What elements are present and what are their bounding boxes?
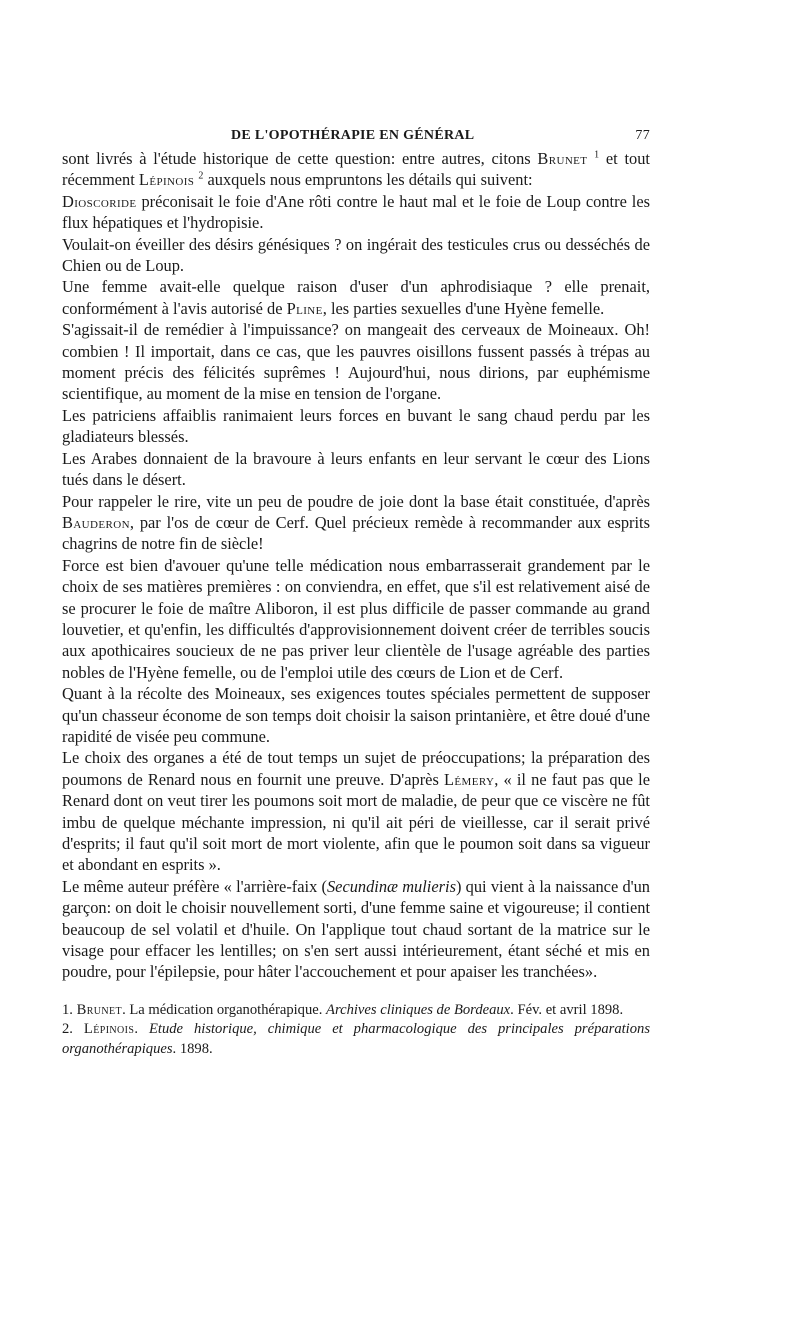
author-name: Brunet (76, 1001, 123, 1018)
text-run: Une femme avait-elle quelque raison d'user d'un aphrodisiaque ? elle prenait, conformément à l'avis autorisé de (62, 277, 650, 318)
text-run: Pour rappeler le rire, vite un peu de poudre de joie dont la base était constituée, d'après (62, 491, 650, 511)
paragraph (62, 683, 650, 747)
text-run: sont livrés à l'étude historique de cette question: entre autres, citons (62, 149, 538, 168)
author-name: Dioscoride (62, 191, 137, 211)
author-name: Lépinois (83, 1021, 135, 1038)
paragraph (62, 276, 650, 319)
footnote (62, 1001, 650, 1021)
paragraph (62, 491, 650, 555)
italic-text: Secundinæ mulieris (326, 876, 456, 896)
paragraph (62, 148, 650, 191)
text-run: . La médication organothérapique. (122, 1001, 327, 1018)
text-run: , par l'os de cœur de Cerf. Quel précieux remède à recommander aux esprits chagrins de notre fin de siècle! (62, 512, 650, 554)
running-title: DE L'OPOTHÉRAPIE EN GÉNÉRAL (231, 128, 475, 143)
paragraph (62, 876, 650, 983)
text-run: auxquels nous empruntons les détails qui suivent: (203, 170, 533, 190)
author-name: Brunet (537, 149, 588, 168)
paragraph (62, 555, 650, 683)
body-text (62, 148, 650, 983)
author-name: Lémery (443, 769, 495, 789)
text-run: et tout récemment (62, 149, 650, 190)
text-run: Le choix des organes a été de tout temps un sujet de préoccupations; la préparation des poumons de Renard nous en fournit une preuve. D'après (62, 748, 650, 789)
paragraph (62, 191, 650, 234)
page-number: 77 (635, 128, 650, 143)
author-name: Bauderon (62, 512, 130, 532)
text-run: Les patriciens affaiblis ranimaient leurs forces en buvant le sang chaud perdu par les gladiateurs blessés. (62, 405, 650, 447)
text-run: Quant à la récolte des Moineaux, ses exigences toutes spéciales permettent de supposer qu'un chasseur économe de son temps doit choisir la saison printanière, et être doué d'une rapidité de visée peu commune. (62, 684, 650, 746)
text-run: Le même auteur préfère « l'arrière-faix ( (62, 876, 327, 896)
footnote (62, 1020, 650, 1059)
footnote-ref: 1 (594, 149, 600, 161)
footnotes (62, 1001, 650, 1060)
text-run: . 1898. (172, 1041, 213, 1058)
paragraph (62, 405, 650, 448)
text-run: . Fév. et avril 1898. (510, 1001, 624, 1018)
text-run: Les Arabes donnaient de la bravoure à leurs enfants en leur servant le cœur des Lions tués dans le désert. (62, 448, 650, 490)
author-name: Lépinois (138, 170, 195, 190)
text-run: préconisait le foie d'Ane rôti contre le haut mal et le foie de Loup contre les flux hépatiques et l'hydropisie. (62, 191, 650, 233)
italic-text: Archives cliniques de Bordeaux (326, 1001, 511, 1018)
text-run: Force est bien d'avouer qu'une telle médication nous embarrasserait grandement par le choix de ses matières premières : on conviendra, en effet, que s'il est relativement aisé de se procurer le foie de maître Aliboron, il est plus difficile de passer commande au grand louvetier, et qu'enfin, les difficultés d'approvisionnement doivent créer de terribles soucis aux apothicaires soucieux de ne pas priver leur clientèle de l'usage agréable des parties nobles de l'Hyène femelle, ou de l'emploi utile des cœurs de Lion et de Cerf. (62, 555, 650, 682)
text-run: 2. (62, 1021, 84, 1038)
text-run: , les parties sexuelles d'une Hyène femelle. (322, 298, 605, 318)
text-run: ) qui vient à la naissance d'un garçon: on doit le choisir nouvellement sorti, d'une femme saine et vigoureuse; il contient beaucoup de sel volatil et d'huile. On l'applique tout chaud sortant de la matrice sur le visage pour effacer les lentilles; on s'en sert aussi intérieurement, étant séché et mis en poudre, pour l'épilepsie, pour hâter l'accouchement et pour apaiser les tranchées». (62, 876, 650, 982)
paragraph (62, 234, 650, 277)
author-name: Pline (286, 298, 323, 318)
running-header (62, 122, 650, 148)
text-run: , « il ne faut pas que le Renard dont on veut tirer les poumons soit mort de maladie, de peur que ce viscère ne fût imbu de quelque méchante impression, ni qu'il ait péri de vieillesse, car il serait privé d'esprits; il faut qu'il soit mort de mort violente, afin que le poumon soit dans sa vigueur et abondant en esprits ». (62, 769, 650, 875)
text-run: S'agissait-il de remédier à l'impuissance? on mangeait des cerveaux de Moineaux. Oh! combien ! Il importait, dans ce cas, que les pauvres oisillons fussent passés à trépas au moment précis des félicités suprêmes ! Aujourd'hui, nous dirions, par euphémisme scientifique, au moment de la mise en tension de l'organe. (62, 320, 650, 404)
paragraph (62, 319, 650, 405)
text-run: . (134, 1021, 149, 1038)
book-page (62, 122, 650, 1060)
paragraph (62, 448, 650, 491)
paragraph (62, 747, 650, 875)
text-run: Voulait-on éveiller des désirs génésiques ? on ingérait des testicules crus ou desséchés de Chien ou de Loup. (62, 234, 650, 276)
italic-text: Etude historique, chimique et pharmacologique des principales préparations organothérapiques (62, 1021, 651, 1058)
text-run: 1. (62, 1001, 77, 1018)
footnote-ref: 2 (198, 170, 204, 182)
